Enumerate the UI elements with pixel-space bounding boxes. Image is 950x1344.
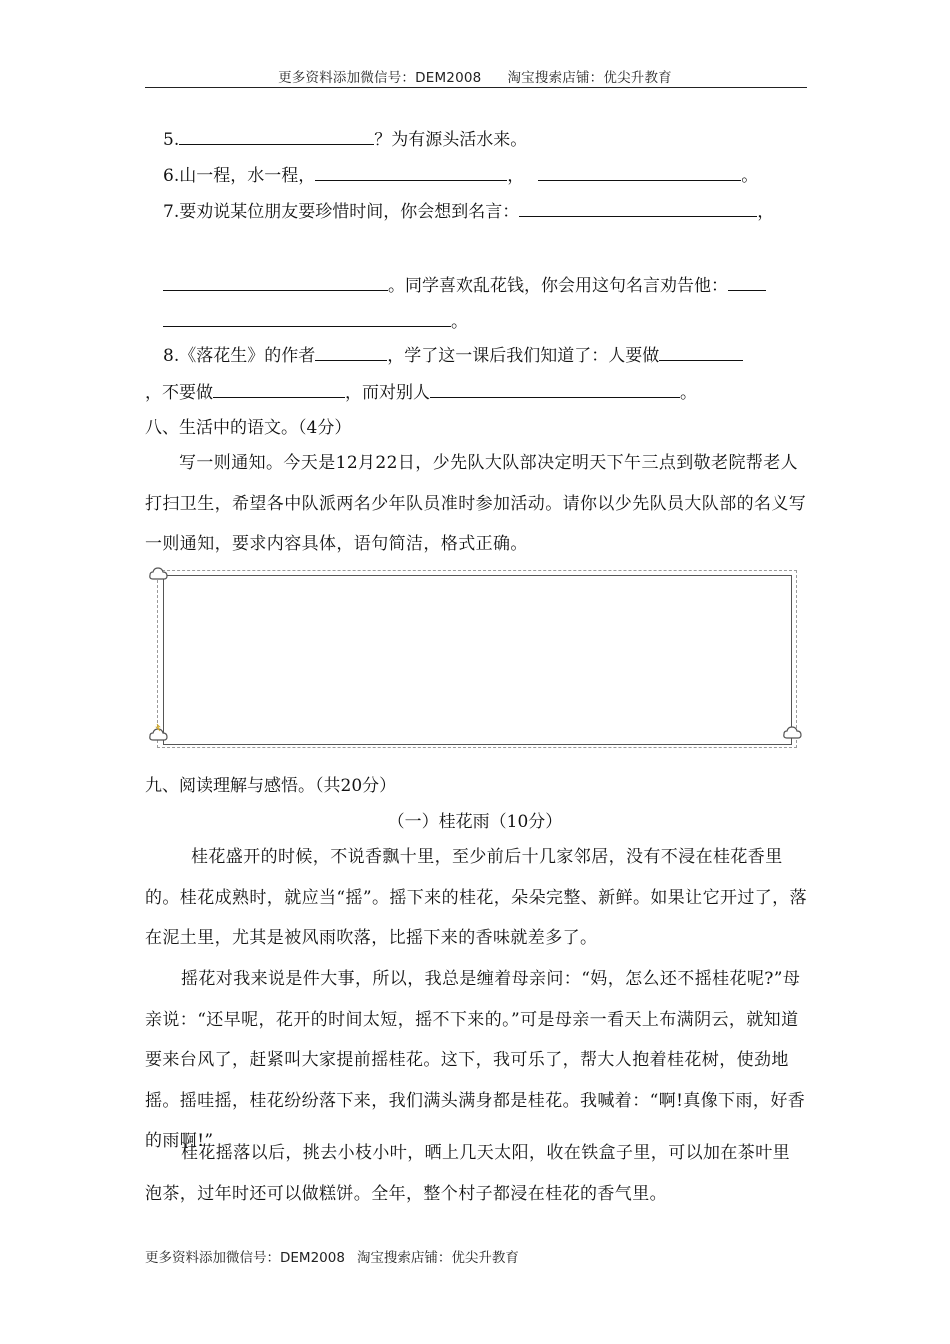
footer-wechat-text: 更多资料添加微信号：DEM2008 — [145, 1250, 345, 1266]
question-8-line-1 — [163, 344, 743, 367]
page-header — [0, 66, 950, 86]
cloud-icon — [148, 564, 170, 586]
q7-comma: ， — [757, 202, 775, 222]
q8-blank-2[interactable] — [213, 381, 345, 398]
reading-paragraph-2: 摇花对我来说是件大事，所以，我总是缠着母亲问：“妈，怎么还不摇桂花呢?”母亲说：“还早呢，花开的时间太短，摇不下来的。”可是母亲一看天上布满阴云，就知道要来台风了，赶紧叫大家提前摇桂花。这下，我可乐了，帮大人抱着桂花树，使劲地摇。摇哇摇，桂花纷纷落下来，我们满头满身都是桂花。我喊着：“啊!真像下雨，好香的雨啊!” — [145, 969, 806, 1151]
q8-l2b: ，而对别人 — [345, 383, 430, 403]
q8-end: 。 — [680, 383, 697, 403]
section-9-title: 九、阅读理解与感悟。（共20分） — [145, 776, 397, 796]
q5-tail: ？为有源头活水来。 — [374, 130, 528, 150]
q7-blank-2[interactable] — [163, 274, 388, 291]
q6-head: 6.山一程，水一程， — [163, 166, 316, 186]
q8-blank-1[interactable] — [659, 344, 743, 361]
header-wechat-text: 更多资料添加微信号：DEM2008 — [278, 70, 482, 86]
q7-head: 7.要劝说某位朋友要珍惜时间，你会想到名言： — [163, 202, 520, 222]
cloud-icon — [782, 720, 804, 742]
reading-subtitle: （一）桂花雨（10分） — [387, 812, 563, 832]
question-5 — [163, 128, 527, 151]
q7-blank-3b[interactable] — [163, 310, 451, 327]
header-divider — [145, 87, 807, 88]
q8-head: 8.《落花生》的作者 — [163, 346, 316, 366]
question-8-line-2 — [145, 381, 697, 404]
section-8-title: 八、生活中的语文。（4分） — [145, 418, 352, 438]
q7-end: 。 — [451, 312, 468, 332]
q7-blank-3a[interactable] — [728, 274, 766, 291]
q6-blank-1[interactable] — [315, 164, 507, 181]
q8-blank-author[interactable] — [315, 344, 387, 361]
q8-l2a: ，不要做 — [145, 383, 213, 403]
question-6 — [163, 164, 758, 187]
q7-mid: 。同学喜欢乱花钱，你会用这句名言劝告他： — [388, 276, 728, 296]
question-7-line-1 — [163, 200, 774, 223]
q6-end: 。 — [741, 166, 759, 186]
answer-box[interactable] — [163, 575, 792, 745]
header-shop-text: 淘宝搜索店铺：优尖升教育 — [507, 70, 672, 86]
section-8-prompt: 写一则通知。今天是12月22日，少先队大队部决定明天下午三点到敬老院帮老人打扫卫生，希望各中队派两名少年队员准时参加活动。请你以少先队员大队部的名义写一则通知，要求内容具体，语句简洁，格式正确。 — [145, 453, 807, 554]
question-7-line-2 — [163, 274, 766, 297]
q8-mid1: ，学了这一课后我们知道了：人要做 — [387, 346, 660, 366]
q7-blank-1[interactable] — [519, 200, 757, 217]
question-7-line-3 — [163, 310, 468, 333]
q5-blank[interactable] — [179, 128, 374, 145]
footer-shop-text: 淘宝搜索店铺：优尖升教育 — [356, 1250, 519, 1266]
q8-blank-3[interactable] — [430, 381, 680, 398]
q6-comma: ， — [507, 166, 525, 186]
q5-number: 5. — [163, 130, 180, 150]
page-footer — [145, 1246, 519, 1266]
reading-paragraph-1: 桂花盛开的时候，不说香飘十里，至少前后十几家邻居，没有不浸在桂花香里的。桂花成熟时，就应当“摇”。摇下来的桂花，朵朵完整、新鲜。如果让它开过了，落在泥土里，尤其是被风雨吹落，比摇下来的香味就差多了。 — [145, 847, 807, 948]
cloud-icon — [148, 722, 170, 744]
reading-paragraph-3: 桂花摇落以后，挑去小枝小叶，晒上几天太阳，收在铁盒子里，可以加在茶叶里泡茶，过年时还可以做糕饼。全年，整个村子都浸在桂花的香气里。 — [145, 1143, 790, 1204]
q6-blank-2[interactable] — [538, 164, 741, 181]
